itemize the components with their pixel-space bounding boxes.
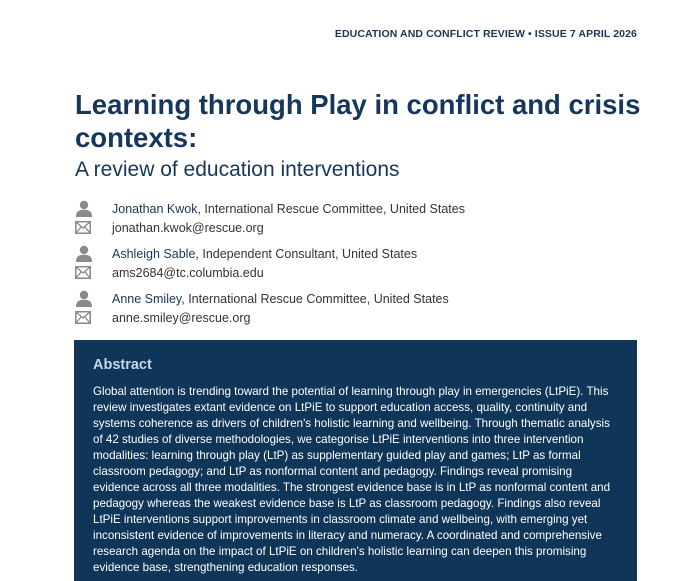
abstract-box	[74, 340, 637, 581]
person-icon	[75, 199, 95, 218]
person-icon	[75, 244, 95, 263]
author-email[interactable]: ams2684@tc.columbia.edu	[112, 265, 264, 280]
author-email[interactable]: anne.smiley@rescue.org	[112, 310, 251, 325]
article-title: Learning through Play in conflict and crisis contexts:	[75, 89, 641, 153]
author-line	[112, 247, 417, 261]
author-list	[75, 199, 645, 329]
author-affiliation: , Independent Consultant, United States	[195, 246, 418, 261]
abstract-heading: Abstract	[93, 357, 152, 373]
author-entry	[75, 289, 645, 329]
journal-header: EDUCATION AND CONFLICT REVIEW • ISSUE 7 APRIL 2026	[334, 28, 637, 40]
author-name: Ashleigh Sable	[112, 246, 196, 261]
author-affiliation: , International Rescue Committee, United States	[197, 201, 465, 216]
author-affiliation: , International Rescue Committee, United States	[181, 291, 449, 306]
author-email[interactable]: jonathan.kwok@rescue.org	[112, 220, 264, 235]
author-name: Anne Smiley	[112, 291, 182, 306]
author-entry	[75, 244, 645, 289]
author-line	[112, 292, 449, 306]
person-icon	[75, 289, 95, 308]
envelope-icon	[75, 218, 95, 237]
envelope-icon	[75, 308, 95, 327]
abstract-text: Global attention is trending toward the potential of learning through play in emergencies (LtPiE). This review investigates extant evidence on LtPiE to support education access, quality, continuity and systems coherence as drivers of children's holistic learning and wellbeing. Through thematic analysis of 42 studies of diverse methodologies, we categorise LtPiE interventions into three intervention modalities: learning through play (LtP) as supplementary guided play and games; LtP as formal classroom pedagogy; and LtP as nonformal content and pedagogy. Findings reveal promising evidence across all three modalities. The strongest evidence base is in LtP as nonformal content and pedagogy whereas the weakest evidence base is LtP as classroom pedagogy. Findings also reveal LtPiE interventions support improvements in classroom climate and wellbeing, with emerging yet inconsistent evidence of improvements in literacy and numeracy. A coordinated and comprehensive research agenda on the impact of LtPiE on children's holistic learning can deepen this promising evidence base, strengthening education responses.	[93, 385, 611, 574]
article-subtitle: A review of education interventions	[75, 158, 400, 181]
author-entry	[75, 199, 645, 244]
title-block	[75, 88, 645, 183]
author-name: Jonathan Kwok	[112, 201, 198, 216]
envelope-icon	[75, 263, 95, 282]
author-line	[112, 202, 465, 216]
